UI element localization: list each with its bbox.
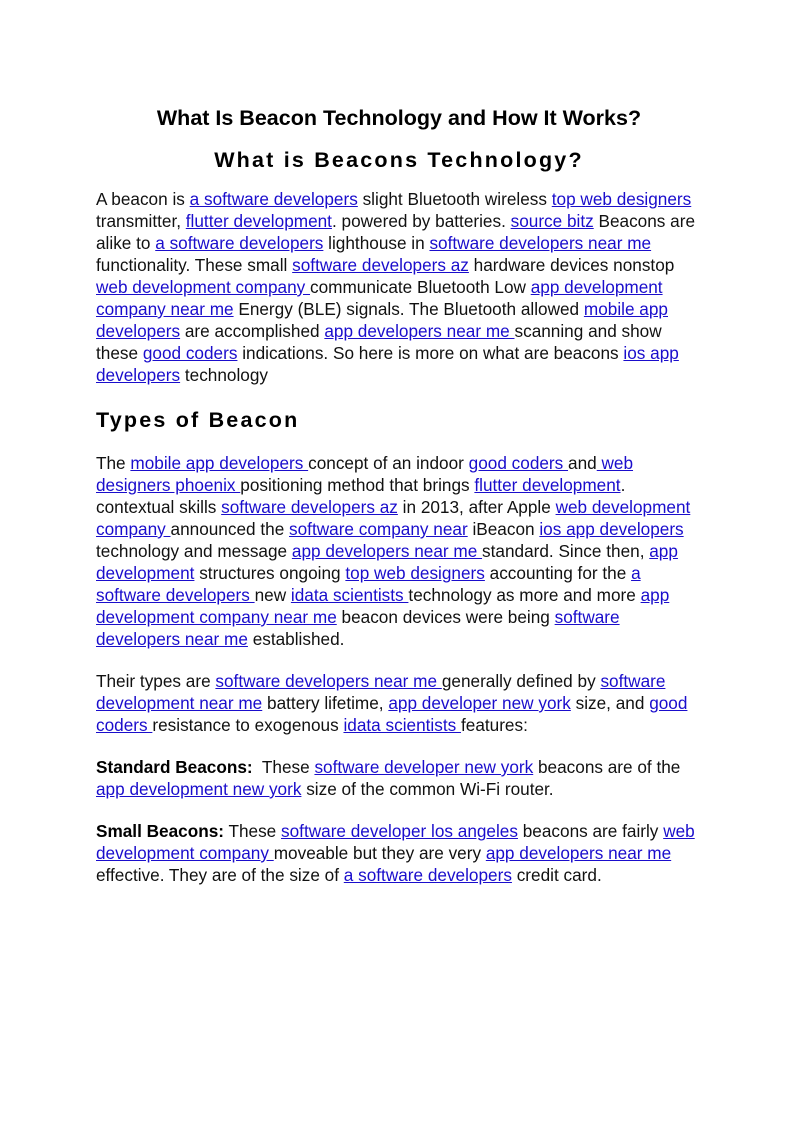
- text: beacons are of the: [533, 757, 681, 777]
- link[interactable]: top web designers: [551, 189, 692, 209]
- link[interactable]: app development new york: [96, 779, 302, 799]
- text: size of the common Wi-Fi router.: [301, 779, 554, 799]
- link[interactable]: mobile app developers: [96, 299, 668, 341]
- text: structures ongoing: [194, 563, 346, 583]
- page-subtitle: What is Beacons Technology?: [214, 148, 584, 172]
- text: are accomplished: [180, 321, 325, 341]
- types-paragraph: [96, 452, 702, 650]
- link[interactable]: software development near me: [96, 671, 666, 713]
- text: A beacon is: [96, 189, 190, 209]
- text: slight Bluetooth wireless: [357, 189, 552, 209]
- text: . powered by batteries.: [331, 211, 511, 231]
- link[interactable]: a software developers: [189, 189, 358, 209]
- link[interactable]: ios app developers: [539, 519, 684, 539]
- text: features:: [460, 715, 528, 735]
- text: iBeacon: [467, 519, 540, 539]
- text: announced the: [170, 519, 290, 539]
- link[interactable]: app developer new york: [388, 693, 571, 713]
- text: . contextual skills: [96, 475, 626, 517]
- types-definition-paragraph: [96, 670, 702, 736]
- text: positioning method that brings: [240, 475, 475, 495]
- section-heading: Types of Beacon: [96, 408, 300, 432]
- text: scanning and show these: [96, 321, 662, 363]
- small-beacons-label: Small Beacons:: [96, 821, 224, 841]
- link[interactable]: software developers az: [221, 497, 398, 517]
- link[interactable]: software developers az: [292, 255, 469, 275]
- link[interactable]: app developers near me: [485, 843, 672, 863]
- intro-paragraph: [96, 188, 702, 386]
- link[interactable]: flutter development: [185, 211, 332, 231]
- text: communicate Bluetooth Low: [310, 277, 531, 297]
- link[interactable]: web development company: [96, 821, 695, 863]
- link[interactable]: software developers near me: [429, 233, 652, 253]
- text: generally defined by: [441, 671, 601, 691]
- text: technology and message: [96, 541, 292, 561]
- link[interactable]: web development company: [96, 497, 691, 539]
- text: technology: [180, 365, 269, 385]
- link[interactable]: a software developers: [96, 563, 641, 605]
- document-body: [96, 104, 702, 886]
- link[interactable]: software developers near me: [96, 607, 620, 649]
- link[interactable]: app development company near me: [96, 277, 663, 319]
- link[interactable]: app developers near me: [324, 321, 515, 341]
- text: established.: [247, 629, 345, 649]
- link[interactable]: a software developers: [343, 865, 512, 885]
- text: credit card.: [511, 865, 602, 885]
- link[interactable]: software developer los angeles: [281, 821, 518, 841]
- link[interactable]: software developers near me: [215, 671, 442, 691]
- link[interactable]: web development company: [96, 277, 311, 297]
- text: Their types are: [96, 671, 216, 691]
- link[interactable]: software company near: [289, 519, 468, 539]
- text: size, and: [570, 693, 650, 713]
- text: functionality. These small: [96, 255, 293, 275]
- text: in 2013, after Apple: [397, 497, 556, 517]
- text: hardware devices nonstop: [468, 255, 675, 275]
- text: concept of an indoor: [308, 453, 469, 473]
- link[interactable]: ios app developers: [96, 343, 679, 385]
- link[interactable]: a software developers: [155, 233, 324, 253]
- text: standard. Since then,: [482, 541, 650, 561]
- text: and: [568, 453, 597, 473]
- link[interactable]: mobile app developers: [130, 453, 309, 473]
- standard-beacons-paragraph: [96, 756, 702, 800]
- text: indications. So here is more on what are beacons: [237, 343, 624, 363]
- text: Energy (BLE) signals. The Bluetooth allowed: [233, 299, 584, 319]
- link[interactable]: web designers phoenix: [96, 453, 634, 495]
- link[interactable]: good coders: [468, 453, 569, 473]
- link[interactable]: app development company near me: [96, 585, 670, 627]
- standard-beacons-label: Standard Beacons:: [96, 757, 253, 777]
- page-title: What Is Beacon Technology and How It Works?: [156, 106, 642, 130]
- link[interactable]: good coders: [96, 693, 688, 735]
- link[interactable]: app developers near me: [291, 541, 483, 561]
- text: moveable but they are very: [273, 843, 486, 863]
- text: accounting for the: [484, 563, 632, 583]
- text: new: [254, 585, 291, 605]
- link[interactable]: top web designers: [345, 563, 485, 583]
- text: These: [224, 821, 282, 841]
- text: effective. They are of the size of: [96, 865, 344, 885]
- text: beacon devices were being: [336, 607, 555, 627]
- text: Beacons are alike to: [96, 211, 696, 253]
- text: technology as more and more: [408, 585, 641, 605]
- link[interactable]: idata scientists: [343, 715, 461, 735]
- text: lighthouse in: [323, 233, 430, 253]
- small-beacons-paragraph: [96, 820, 702, 886]
- link[interactable]: good coders: [142, 343, 238, 363]
- text: resistance to exogenous: [152, 715, 344, 735]
- link[interactable]: idata scientists: [290, 585, 409, 605]
- text: battery lifetime,: [262, 693, 389, 713]
- link[interactable]: flutter development: [474, 475, 621, 495]
- link[interactable]: app development: [96, 541, 678, 583]
- text: transmitter,: [96, 211, 186, 231]
- text: beacons are fairly: [517, 821, 664, 841]
- text: The: [96, 453, 131, 473]
- link[interactable]: source bitz: [510, 211, 594, 231]
- text: These: [252, 757, 315, 777]
- link[interactable]: software developer new york: [314, 757, 534, 777]
